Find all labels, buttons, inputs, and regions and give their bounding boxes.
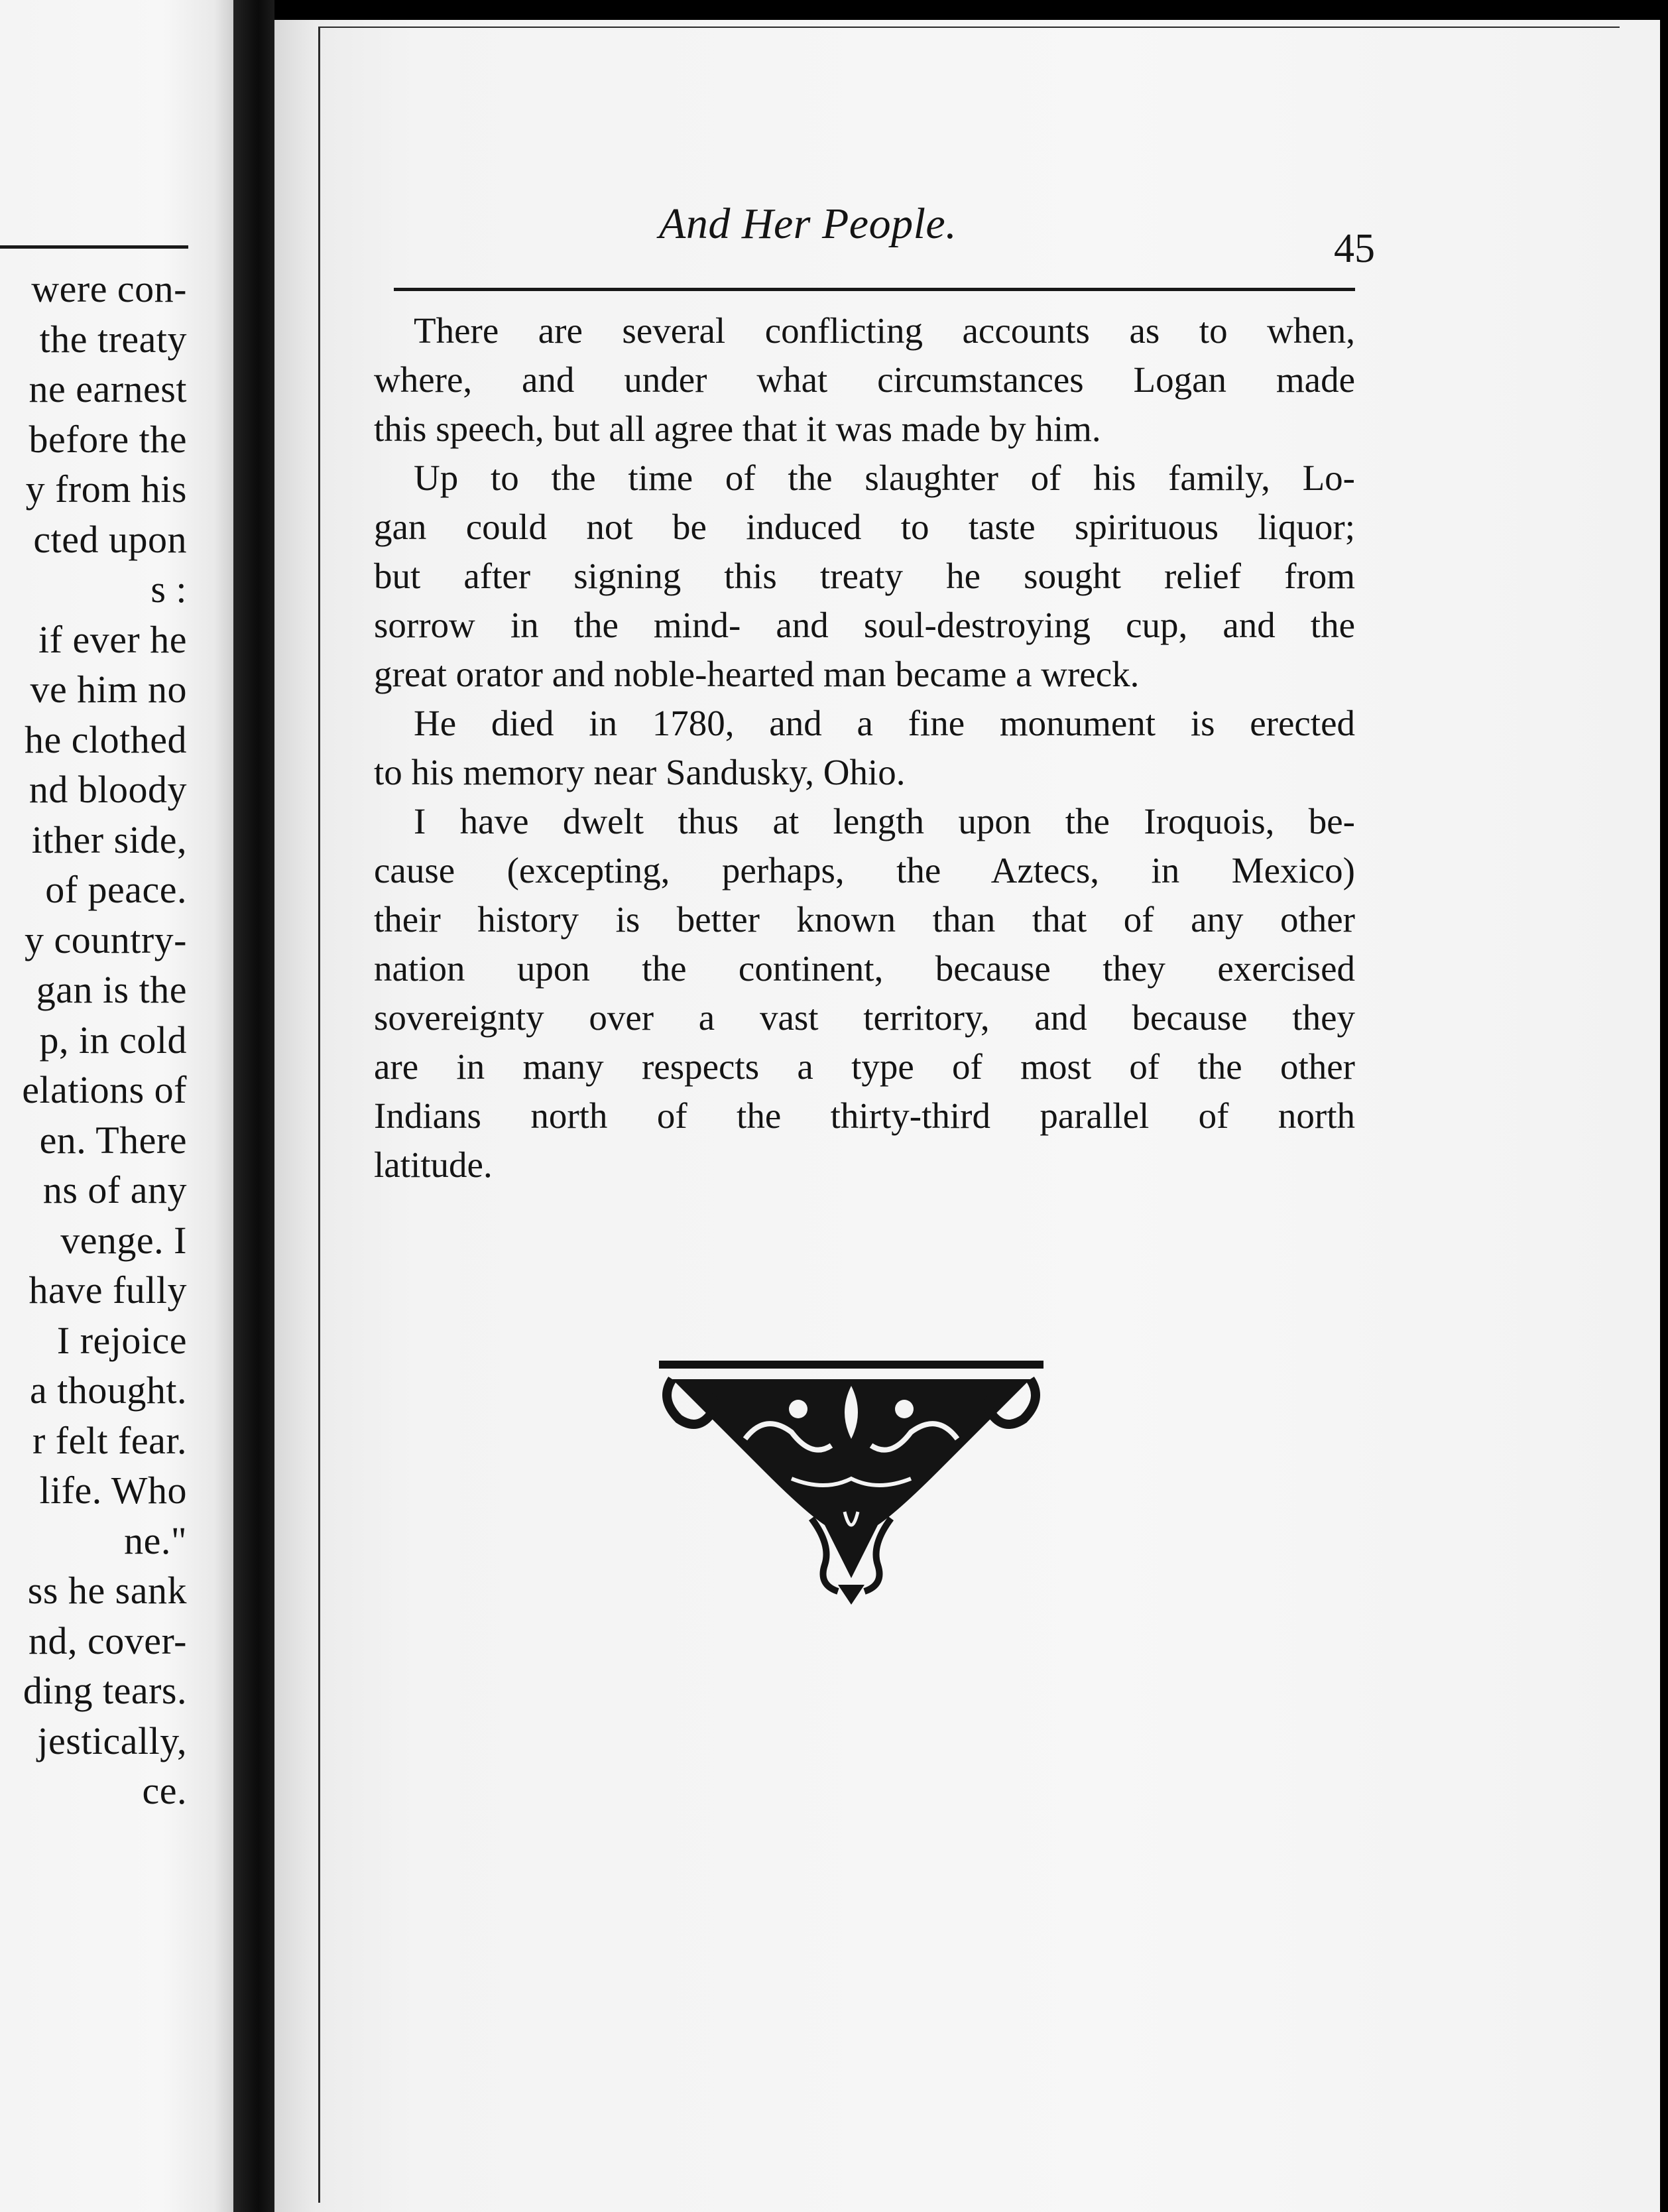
text-line: this speech, but all agree that it was made by him. bbox=[374, 408, 1101, 449]
body-text bbox=[374, 306, 1355, 1190]
text-line: sorrow in the mind- and soul-destroying cup, and the bbox=[374, 605, 1355, 645]
left-page-text bbox=[0, 264, 187, 1816]
page-number: 45 bbox=[1334, 226, 1375, 271]
left-page-line: ns of any bbox=[42, 1168, 187, 1211]
left-page-line: r felt fear. bbox=[32, 1418, 187, 1462]
paragraph bbox=[374, 306, 1355, 454]
right-page bbox=[274, 20, 1660, 2212]
left-page-line: a thought. bbox=[30, 1369, 187, 1412]
text-line: gan could not be induced to taste spirituous liquor; bbox=[374, 507, 1355, 547]
text-line: cause (excepting, perhaps, the Aztecs, in Mexico) bbox=[374, 850, 1355, 891]
left-page-line: jestically, bbox=[37, 1719, 187, 1762]
left-page-line: life. Who bbox=[39, 1469, 187, 1512]
left-page-line: gan is the bbox=[36, 968, 187, 1011]
paragraph bbox=[374, 454, 1355, 699]
text-line: but after signing this treaty he sought relief from bbox=[374, 556, 1355, 596]
left-page-line: have fully bbox=[29, 1268, 187, 1312]
left-page-line: nd bloody bbox=[29, 768, 187, 811]
text-line: Indians north of the thirty-third parallel of north bbox=[374, 1095, 1355, 1136]
left-page-line: were con- bbox=[31, 267, 187, 310]
left-page-line: if ever he bbox=[38, 617, 187, 661]
left-page-line: y from his bbox=[25, 467, 187, 511]
text-line: I have dwelt thus at length upon the Iroquois, be- bbox=[414, 801, 1355, 841]
left-page-line: he clothed bbox=[25, 717, 187, 761]
text-line: great orator and noble-hearted man became a wreck. bbox=[374, 654, 1140, 694]
text-line: where, and under what circumstances Logan made bbox=[374, 359, 1355, 400]
text-line: He died in 1780, and a fine monument is erected bbox=[414, 703, 1355, 743]
left-page-line: ne." bbox=[124, 1518, 187, 1562]
text-line: latitude. bbox=[374, 1144, 493, 1185]
left-page bbox=[0, 0, 233, 2212]
left-page-line: before the bbox=[29, 417, 187, 461]
text-line: nation upon the continent, because they exercised bbox=[374, 948, 1355, 989]
left-page-line: ss he sank bbox=[27, 1569, 187, 1612]
left-page-line: ither side, bbox=[31, 818, 187, 861]
paragraph bbox=[374, 699, 1355, 797]
header-rule bbox=[394, 288, 1355, 291]
left-page-line: ding tears. bbox=[23, 1669, 187, 1712]
running-head: And Her People. bbox=[659, 200, 957, 248]
left-page-line: s : bbox=[150, 568, 187, 611]
left-page-line: elations of bbox=[22, 1068, 187, 1111]
left-page-line: en. There bbox=[39, 1118, 187, 1162]
left-page-line: I rejoice bbox=[56, 1318, 187, 1362]
text-line: to his memory near Sandusky, Ohio. bbox=[374, 752, 906, 792]
left-page-line: ce. bbox=[142, 1769, 187, 1812]
left-page-line: the treaty bbox=[39, 317, 187, 361]
left-page-line: venge. I bbox=[60, 1218, 187, 1262]
text-line: Up to the time of the slaughter of his family, Lo- bbox=[414, 458, 1355, 498]
book-gutter bbox=[233, 0, 274, 2212]
text-line: their history is better known than that of any other bbox=[374, 899, 1355, 940]
left-page-line: ne earnest bbox=[29, 367, 187, 410]
left-page-line: of peace. bbox=[45, 868, 187, 911]
left-page-line: nd, cover- bbox=[29, 1619, 187, 1662]
left-page-line: y country- bbox=[25, 918, 187, 961]
tailpiece-ornament bbox=[659, 1359, 1043, 1611]
text-line: sovereignty over a vast territory, and because they bbox=[374, 997, 1355, 1038]
left-page-line: p, in cold bbox=[39, 1018, 187, 1062]
left-page-line: ve him no bbox=[30, 668, 187, 711]
text-line: There are several conflicting accounts as to when, bbox=[414, 310, 1355, 351]
paragraph bbox=[374, 797, 1355, 1190]
left-page-line: cted upon bbox=[33, 517, 187, 561]
left-page-rule bbox=[0, 245, 188, 249]
text-line: are in many respects a type of most of the other bbox=[374, 1046, 1355, 1087]
